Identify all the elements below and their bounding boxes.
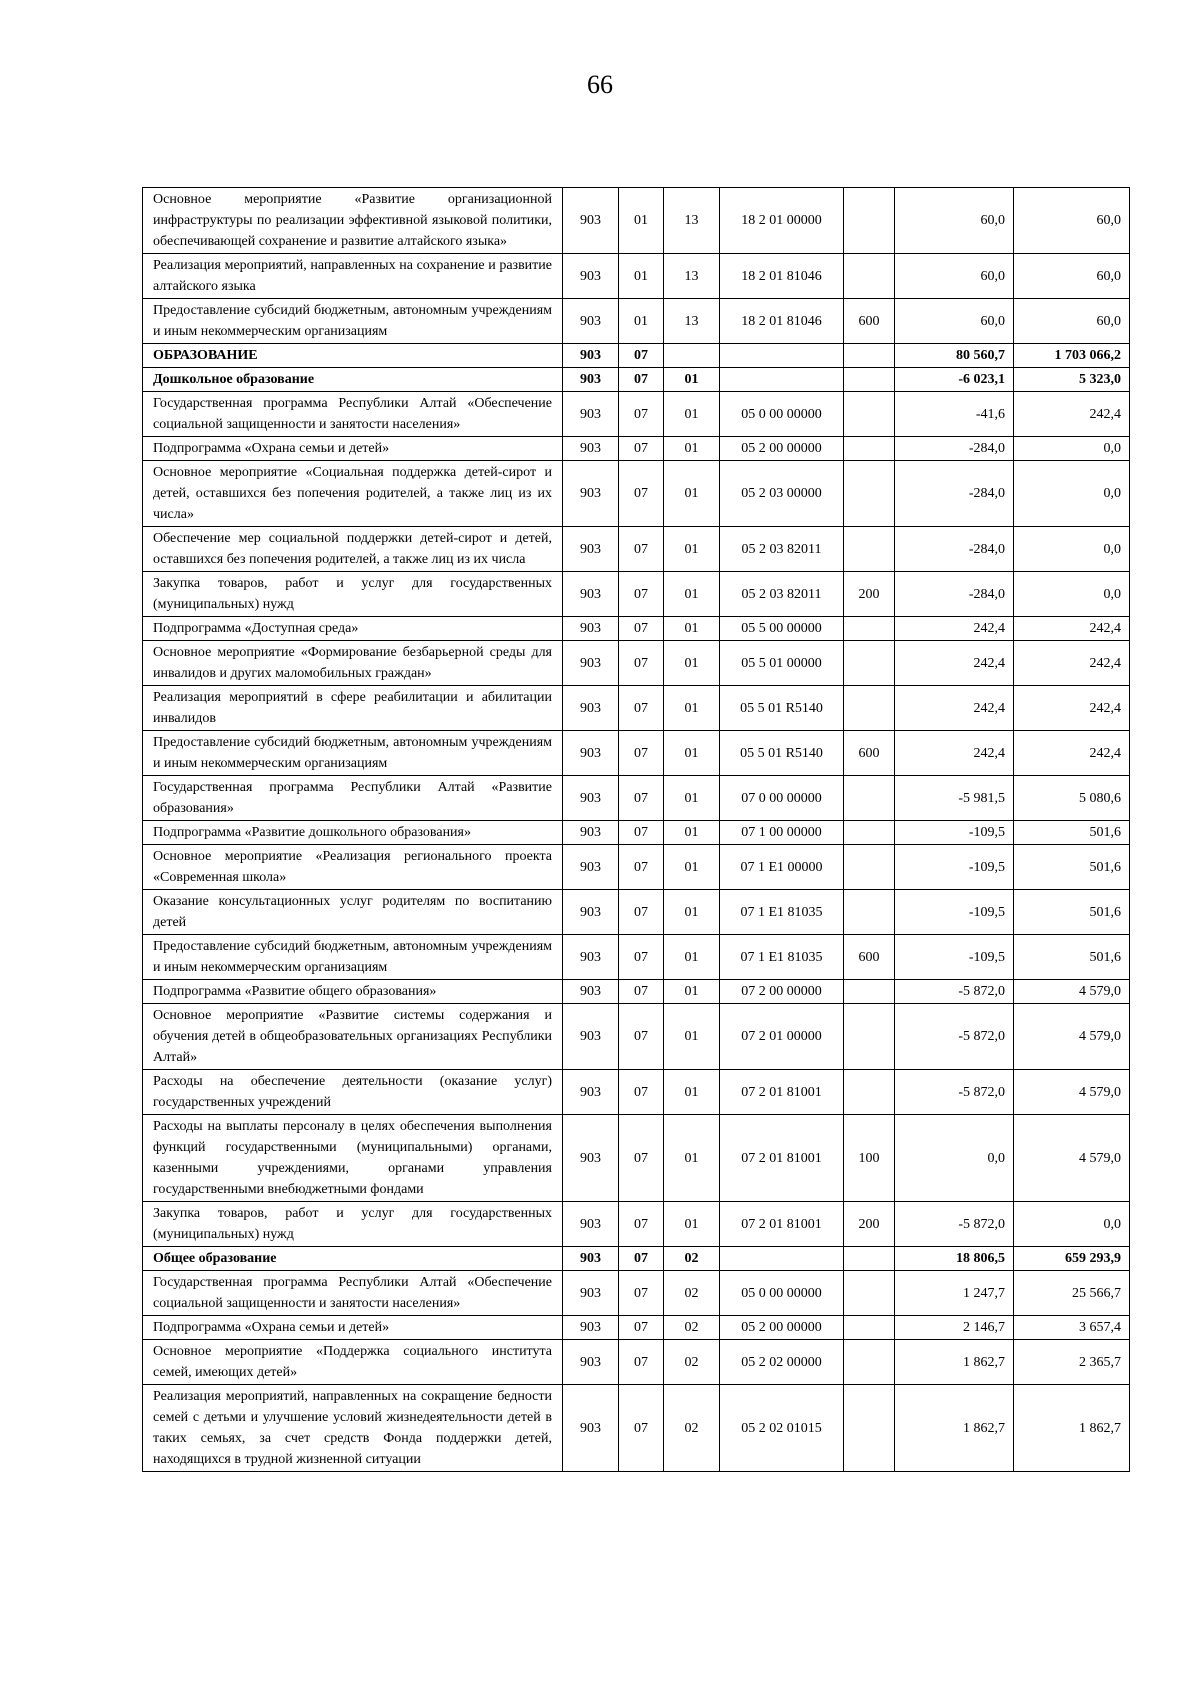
- table-row: [143, 1385, 1130, 1472]
- row-description: Основное мероприятие «Развитие организационной инфраструктуры по реализации эффективной языковой политики, обеспечивающей сохранение и развитие алтайского языка»: [143, 188, 563, 254]
- row-amount-total: 4 579,0: [1014, 980, 1130, 1004]
- row-amount-change: -109,5: [895, 821, 1014, 845]
- row-amount-change: 1 862,7: [895, 1385, 1014, 1472]
- row-description: Основное мероприятие «Реализация регионального проекта «Современная школа»: [143, 845, 563, 890]
- row-amount-change: -6 023,1: [895, 368, 1014, 392]
- row-target-article: 07 2 01 81001: [720, 1070, 844, 1115]
- row-department-code: 903: [563, 1202, 619, 1247]
- row-description: Реализация мероприятий, направленных на сокращение бедности семей с детьми и улучшение условий жизнедеятельности детей в таких семьях, за счет средств Фонда поддержки детей, находящихся в трудной жизненной ситуации: [143, 1385, 563, 1472]
- row-target-article: 05 5 01 R5140: [720, 731, 844, 776]
- table-row: [143, 641, 1130, 686]
- row-section-code: 07: [619, 527, 664, 572]
- row-description: Общее образование: [143, 1247, 563, 1271]
- row-department-code: 903: [563, 299, 619, 344]
- row-department-code: 903: [563, 1340, 619, 1385]
- row-department-code: 903: [563, 527, 619, 572]
- row-department-code: 903: [563, 821, 619, 845]
- table-row: [143, 1316, 1130, 1340]
- row-subsection-code: 01: [664, 821, 720, 845]
- row-subsection-code: 01: [664, 845, 720, 890]
- row-description: Закупка товаров, работ и услуг для государственных (муниципальных) нужд: [143, 572, 563, 617]
- row-subsection-code: 01: [664, 1070, 720, 1115]
- row-amount-total: 0,0: [1014, 461, 1130, 527]
- row-department-code: 903: [563, 254, 619, 299]
- row-department-code: 903: [563, 1070, 619, 1115]
- row-description: Расходы на обеспечение деятельности (оказание услуг) государственных учреждений: [143, 1070, 563, 1115]
- row-expense-type: [844, 845, 895, 890]
- row-expense-type: [844, 1316, 895, 1340]
- row-section-code: 07: [619, 980, 664, 1004]
- row-amount-total: 60,0: [1014, 254, 1130, 299]
- row-target-article: 05 2 00 00000: [720, 1316, 844, 1340]
- row-section-code: 07: [619, 1271, 664, 1316]
- table-row: [143, 188, 1130, 254]
- row-expense-type: 600: [844, 299, 895, 344]
- table-row: [143, 935, 1130, 980]
- row-department-code: 903: [563, 1247, 619, 1271]
- table-row: [143, 776, 1130, 821]
- row-subsection-code: 01: [664, 437, 720, 461]
- row-amount-change: -41,6: [895, 392, 1014, 437]
- row-target-article: 05 5 01 R5140: [720, 686, 844, 731]
- row-amount-change: 242,4: [895, 617, 1014, 641]
- row-description: ОБРАЗОВАНИЕ: [143, 344, 563, 368]
- row-subsection-code: 01: [664, 1202, 720, 1247]
- row-department-code: 903: [563, 437, 619, 461]
- row-department-code: 903: [563, 188, 619, 254]
- row-expense-type: [844, 1271, 895, 1316]
- row-amount-total: 4 579,0: [1014, 1115, 1130, 1202]
- row-section-code: 07: [619, 461, 664, 527]
- table-row: [143, 344, 1130, 368]
- table-row: [143, 1340, 1130, 1385]
- row-amount-total: 60,0: [1014, 188, 1130, 254]
- row-section-code: 07: [619, 617, 664, 641]
- table-row: [143, 1115, 1130, 1202]
- row-description: Реализация мероприятий в сфере реабилитации и абилитации инвалидов: [143, 686, 563, 731]
- row-amount-total: 242,4: [1014, 617, 1130, 641]
- row-target-article: 05 5 00 00000: [720, 617, 844, 641]
- row-expense-type: 600: [844, 731, 895, 776]
- row-department-code: 903: [563, 1316, 619, 1340]
- row-description: Предоставление субсидий бюджетным, автономным учреждениям и иным некоммерческим организациям: [143, 299, 563, 344]
- row-section-code: 07: [619, 1340, 664, 1385]
- row-target-article: 07 1 E1 81035: [720, 935, 844, 980]
- row-department-code: 903: [563, 1115, 619, 1202]
- row-amount-change: -109,5: [895, 845, 1014, 890]
- row-department-code: 903: [563, 935, 619, 980]
- row-subsection-code: 02: [664, 1316, 720, 1340]
- row-amount-change: -5 872,0: [895, 980, 1014, 1004]
- row-amount-change: 60,0: [895, 254, 1014, 299]
- row-amount-total: 242,4: [1014, 731, 1130, 776]
- row-amount-change: 1 862,7: [895, 1340, 1014, 1385]
- row-amount-total: 5 323,0: [1014, 368, 1130, 392]
- row-subsection-code: 02: [664, 1271, 720, 1316]
- row-amount-change: -284,0: [895, 437, 1014, 461]
- row-section-code: 01: [619, 188, 664, 254]
- row-expense-type: [844, 1070, 895, 1115]
- row-amount-total: 501,6: [1014, 821, 1130, 845]
- row-department-code: 903: [563, 641, 619, 686]
- row-section-code: 07: [619, 1316, 664, 1340]
- row-department-code: 903: [563, 461, 619, 527]
- table-row: [143, 980, 1130, 1004]
- row-amount-total: 4 579,0: [1014, 1070, 1130, 1115]
- row-amount-total: 0,0: [1014, 1202, 1130, 1247]
- row-amount-total: 242,4: [1014, 641, 1130, 686]
- row-amount-total: 0,0: [1014, 572, 1130, 617]
- row-subsection-code: 02: [664, 1247, 720, 1271]
- budget-table-body: [143, 188, 1130, 1472]
- row-target-article: 07 2 01 00000: [720, 1004, 844, 1070]
- row-expense-type: [844, 821, 895, 845]
- row-amount-total: 4 579,0: [1014, 1004, 1130, 1070]
- table-row: [143, 617, 1130, 641]
- row-amount-change: 18 806,5: [895, 1247, 1014, 1271]
- row-expense-type: [844, 980, 895, 1004]
- row-expense-type: [844, 890, 895, 935]
- row-description: Подпрограмма «Доступная среда»: [143, 617, 563, 641]
- row-department-code: 903: [563, 617, 619, 641]
- row-description: Закупка товаров, работ и услуг для государственных (муниципальных) нужд: [143, 1202, 563, 1247]
- row-expense-type: 200: [844, 1202, 895, 1247]
- row-target-article: 05 5 01 00000: [720, 641, 844, 686]
- row-amount-change: 1 247,7: [895, 1271, 1014, 1316]
- row-section-code: 07: [619, 437, 664, 461]
- table-row: [143, 1004, 1130, 1070]
- row-department-code: 903: [563, 368, 619, 392]
- row-section-code: 07: [619, 641, 664, 686]
- row-description: Оказание консультационных услуг родителям по воспитанию детей: [143, 890, 563, 935]
- row-target-article: [720, 368, 844, 392]
- row-department-code: 903: [563, 890, 619, 935]
- row-target-article: 07 2 00 00000: [720, 980, 844, 1004]
- row-target-article: [720, 1247, 844, 1271]
- row-amount-total: 0,0: [1014, 437, 1130, 461]
- row-amount-total: 1 703 066,2: [1014, 344, 1130, 368]
- row-subsection-code: 01: [664, 617, 720, 641]
- row-expense-type: 600: [844, 935, 895, 980]
- row-section-code: 07: [619, 686, 664, 731]
- row-amount-change: -284,0: [895, 527, 1014, 572]
- row-amount-total: 501,6: [1014, 890, 1130, 935]
- row-expense-type: [844, 1340, 895, 1385]
- row-section-code: 07: [619, 392, 664, 437]
- row-department-code: 903: [563, 392, 619, 437]
- budget-table: [142, 187, 1130, 1472]
- row-section-code: 07: [619, 1115, 664, 1202]
- row-section-code: 07: [619, 344, 664, 368]
- row-section-code: 07: [619, 776, 664, 821]
- row-target-article: 05 2 03 82011: [720, 527, 844, 572]
- row-section-code: 07: [619, 890, 664, 935]
- row-expense-type: [844, 254, 895, 299]
- row-expense-type: 100: [844, 1115, 895, 1202]
- table-row: [143, 1202, 1130, 1247]
- row-amount-total: 5 080,6: [1014, 776, 1130, 821]
- row-amount-change: -284,0: [895, 461, 1014, 527]
- row-section-code: 07: [619, 1247, 664, 1271]
- row-subsection-code: 01: [664, 935, 720, 980]
- row-expense-type: [844, 527, 895, 572]
- row-amount-total: 242,4: [1014, 686, 1130, 731]
- row-department-code: 903: [563, 1004, 619, 1070]
- row-department-code: 903: [563, 731, 619, 776]
- row-amount-change: -5 872,0: [895, 1004, 1014, 1070]
- table-row: [143, 254, 1130, 299]
- row-expense-type: [844, 1385, 895, 1472]
- table-row: [143, 461, 1130, 527]
- row-description: Подпрограмма «Развитие дошкольного образования»: [143, 821, 563, 845]
- table-row: [143, 392, 1130, 437]
- row-subsection-code: 01: [664, 527, 720, 572]
- row-subsection-code: 01: [664, 368, 720, 392]
- row-target-article: 05 2 03 82011: [720, 572, 844, 617]
- row-target-article: 07 2 01 81001: [720, 1115, 844, 1202]
- row-amount-change: -284,0: [895, 572, 1014, 617]
- row-section-code: 07: [619, 1004, 664, 1070]
- row-subsection-code: 01: [664, 890, 720, 935]
- row-department-code: 903: [563, 1271, 619, 1316]
- table-row: [143, 437, 1130, 461]
- row-description: Подпрограмма «Охрана семьи и детей»: [143, 1316, 563, 1340]
- row-expense-type: [844, 188, 895, 254]
- row-target-article: 07 0 00 00000: [720, 776, 844, 821]
- row-subsection-code: 13: [664, 299, 720, 344]
- page-number: 66: [587, 70, 613, 99]
- row-section-code: 07: [619, 1202, 664, 1247]
- row-target-article: 05 0 00 00000: [720, 1271, 844, 1316]
- row-expense-type: [844, 1247, 895, 1271]
- row-target-article: 05 2 02 00000: [720, 1340, 844, 1385]
- row-subsection-code: [664, 344, 720, 368]
- row-description: Основное мероприятие «Развитие системы содержания и обучения детей в общеобразовательных организациях Республики Алтай»: [143, 1004, 563, 1070]
- table-row: [143, 731, 1130, 776]
- row-amount-total: 501,6: [1014, 845, 1130, 890]
- row-amount-change: -5 981,5: [895, 776, 1014, 821]
- row-section-code: 07: [619, 731, 664, 776]
- table-row: [143, 845, 1130, 890]
- table-row: [143, 1271, 1130, 1316]
- row-target-article: [720, 344, 844, 368]
- row-section-code: 07: [619, 1385, 664, 1472]
- row-description: Государственная программа Республики Алтай «Обеспечение социальной защищенности и занятости населения»: [143, 1271, 563, 1316]
- table-row: [143, 821, 1130, 845]
- row-description: Основное мероприятие «Поддержка социального института семей, имеющих детей»: [143, 1340, 563, 1385]
- row-subsection-code: 01: [664, 731, 720, 776]
- row-amount-total: 60,0: [1014, 299, 1130, 344]
- row-section-code: 07: [619, 368, 664, 392]
- row-subsection-code: 01: [664, 686, 720, 731]
- row-description: Подпрограмма «Охрана семьи и детей»: [143, 437, 563, 461]
- row-target-article: 05 2 00 00000: [720, 437, 844, 461]
- row-section-code: 07: [619, 572, 664, 617]
- row-description: Предоставление субсидий бюджетным, автономным учреждениям и иным некоммерческим организациям: [143, 731, 563, 776]
- row-subsection-code: 01: [664, 572, 720, 617]
- row-amount-total: 2 365,7: [1014, 1340, 1130, 1385]
- row-expense-type: [844, 344, 895, 368]
- row-section-code: 01: [619, 299, 664, 344]
- row-expense-type: 200: [844, 572, 895, 617]
- row-target-article: 05 0 00 00000: [720, 392, 844, 437]
- row-target-article: 05 2 02 01015: [720, 1385, 844, 1472]
- row-section-code: 07: [619, 845, 664, 890]
- row-amount-total: 1 862,7: [1014, 1385, 1130, 1472]
- row-subsection-code: 13: [664, 254, 720, 299]
- row-target-article: 07 1 E1 81035: [720, 890, 844, 935]
- row-description: Обеспечение мер социальной поддержки детей-сирот и детей, оставшихся без попечения родителей, а также лиц из их числа: [143, 527, 563, 572]
- row-target-article: 07 2 01 81001: [720, 1202, 844, 1247]
- row-amount-change: 80 560,7: [895, 344, 1014, 368]
- row-description: Основное мероприятие «Формирование безбарьерной среды для инвалидов и других маломобильных граждан»: [143, 641, 563, 686]
- row-subsection-code: 13: [664, 188, 720, 254]
- table-row: [143, 527, 1130, 572]
- row-department-code: 903: [563, 344, 619, 368]
- row-amount-change: 242,4: [895, 731, 1014, 776]
- row-amount-change: -109,5: [895, 935, 1014, 980]
- row-amount-change: 60,0: [895, 188, 1014, 254]
- row-amount-change: 2 146,7: [895, 1316, 1014, 1340]
- row-department-code: 903: [563, 572, 619, 617]
- row-description: Предоставление субсидий бюджетным, автономным учреждениям и иным некоммерческим организациям: [143, 935, 563, 980]
- row-amount-change: -109,5: [895, 890, 1014, 935]
- row-subsection-code: 02: [664, 1385, 720, 1472]
- row-description: Подпрограмма «Развитие общего образования»: [143, 980, 563, 1004]
- row-description: Государственная программа Республики Алтай «Развитие образования»: [143, 776, 563, 821]
- row-target-article: 18 2 01 81046: [720, 254, 844, 299]
- row-description: Дошкольное образование: [143, 368, 563, 392]
- row-expense-type: [844, 776, 895, 821]
- row-target-article: 07 1 00 00000: [720, 821, 844, 845]
- row-amount-change: 0,0: [895, 1115, 1014, 1202]
- row-section-code: 07: [619, 1070, 664, 1115]
- row-amount-change: -5 872,0: [895, 1070, 1014, 1115]
- row-amount-change: 242,4: [895, 641, 1014, 686]
- row-subsection-code: 01: [664, 392, 720, 437]
- row-amount-total: 0,0: [1014, 527, 1130, 572]
- row-subsection-code: 02: [664, 1340, 720, 1385]
- row-expense-type: [844, 686, 895, 731]
- table-row: [143, 368, 1130, 392]
- row-amount-total: 3 657,4: [1014, 1316, 1130, 1340]
- table-row: [143, 890, 1130, 935]
- table-row: [143, 686, 1130, 731]
- row-department-code: 903: [563, 776, 619, 821]
- row-expense-type: [844, 461, 895, 527]
- row-amount-total: 501,6: [1014, 935, 1130, 980]
- row-subsection-code: 01: [664, 461, 720, 527]
- row-description: Государственная программа Республики Алтай «Обеспечение социальной защищенности и занятости населения»: [143, 392, 563, 437]
- row-expense-type: [844, 1004, 895, 1070]
- table-row: [143, 572, 1130, 617]
- row-amount-change: 60,0: [895, 299, 1014, 344]
- row-target-article: 18 2 01 00000: [720, 188, 844, 254]
- row-department-code: 903: [563, 980, 619, 1004]
- row-section-code: 01: [619, 254, 664, 299]
- row-subsection-code: 01: [664, 641, 720, 686]
- row-amount-total: 242,4: [1014, 392, 1130, 437]
- row-target-article: 18 2 01 81046: [720, 299, 844, 344]
- row-amount-change: -5 872,0: [895, 1202, 1014, 1247]
- row-description: Реализация мероприятий, направленных на сохранение и развитие алтайского языка: [143, 254, 563, 299]
- row-subsection-code: 01: [664, 980, 720, 1004]
- row-amount-change: 242,4: [895, 686, 1014, 731]
- row-amount-total: 25 566,7: [1014, 1271, 1130, 1316]
- row-expense-type: [844, 368, 895, 392]
- row-department-code: 903: [563, 686, 619, 731]
- row-expense-type: [844, 437, 895, 461]
- row-description: Основное мероприятие «Социальная поддержка детей-сирот и детей, оставшихся без попечения родителей, а также лиц из их числа»: [143, 461, 563, 527]
- row-section-code: 07: [619, 935, 664, 980]
- row-description: Расходы на выплаты персоналу в целях обеспечения выполнения функций государственными (муниципальными) органами, казенными учреждениями, органами управления государственными внебюджетными фондами: [143, 1115, 563, 1202]
- row-target-article: 07 1 E1 00000: [720, 845, 844, 890]
- row-subsection-code: 01: [664, 1004, 720, 1070]
- row-subsection-code: 01: [664, 776, 720, 821]
- table-row: [143, 1247, 1130, 1271]
- table-row: [143, 1070, 1130, 1115]
- row-department-code: 903: [563, 1385, 619, 1472]
- row-section-code: 07: [619, 821, 664, 845]
- row-expense-type: [844, 641, 895, 686]
- table-row: [143, 299, 1130, 344]
- row-expense-type: [844, 392, 895, 437]
- row-expense-type: [844, 617, 895, 641]
- row-department-code: 903: [563, 845, 619, 890]
- row-amount-total: 659 293,9: [1014, 1247, 1130, 1271]
- row-target-article: 05 2 03 00000: [720, 461, 844, 527]
- row-subsection-code: 01: [664, 1115, 720, 1202]
